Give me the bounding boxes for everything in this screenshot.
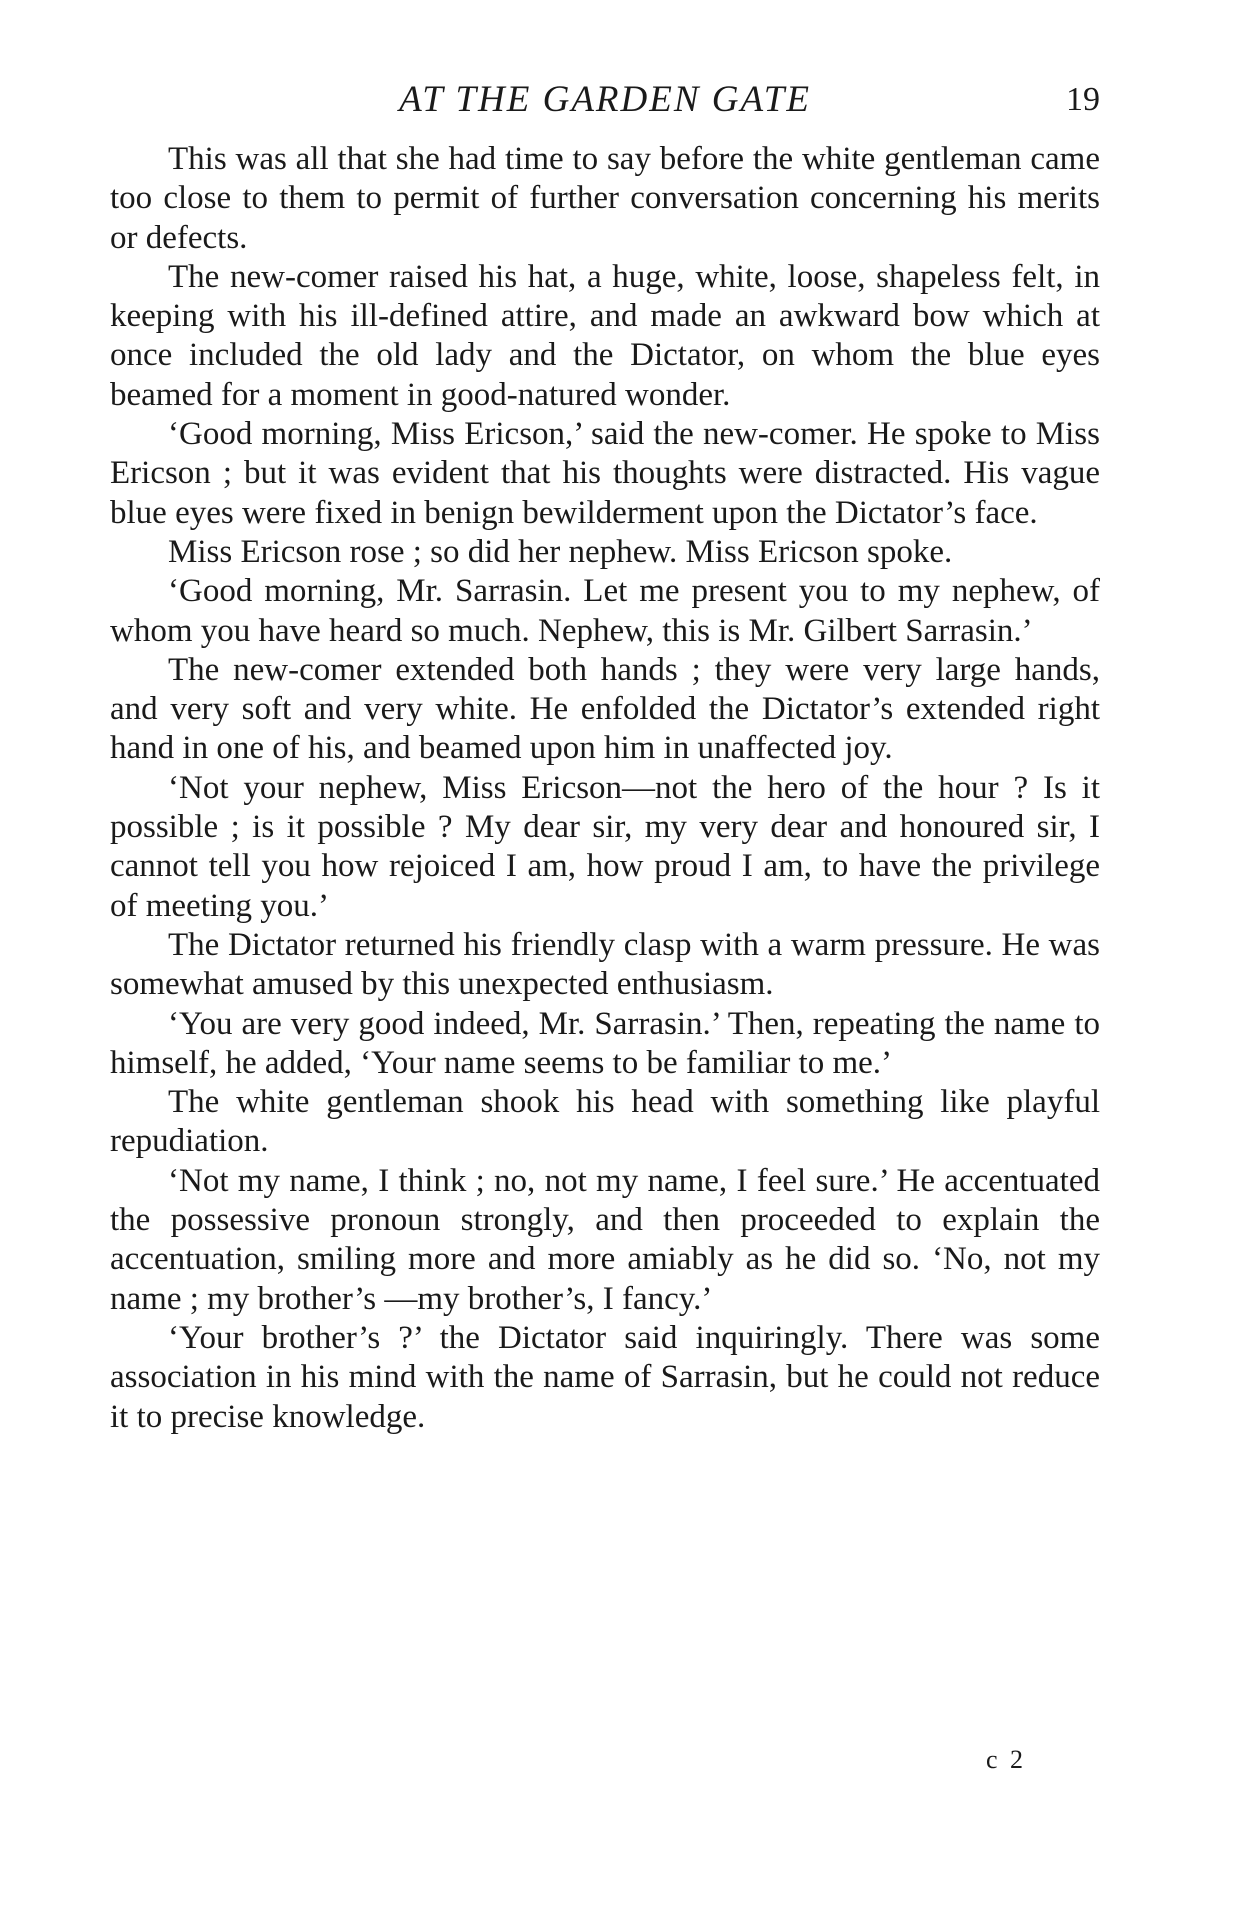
paragraph: The new-comer extended both hands ; they were very large hands, and very soft and very white. He enfolded the Dictator’s extended right hand in one of his, and beamed upon him in unaffected joy. <box>110 651 1100 767</box>
running-head <box>110 76 1100 124</box>
signature-mark: c 2 <box>986 1745 1027 1774</box>
paragraph: The white gentleman shook his head with something like playful repudiation. <box>110 1084 1100 1160</box>
page-number: 19 <box>1066 81 1100 118</box>
paragraph: ‘Good morning, Mr. Sarrasin. Let me present you to my nephew, of whom you have heard so much. Nephew, this is Mr. Gilbert Sarrasin.’ <box>110 573 1100 649</box>
running-title: AT THE GARDEN GATE <box>399 79 811 120</box>
paragraph: ‘Not your nephew, Miss Ericson—not the hero of the hour ? Is it possible ; is it possible ? My dear sir, my very dear and honoured sir, I cannot tell you how rejoiced I am, how proud I am, to have the privilege of meeting you.’ <box>110 769 1100 924</box>
paragraph: This was all that she had time to say before the white gentleman came too close to them to permit of further conversation concerning his merits or defects. <box>110 141 1100 256</box>
paragraph: ‘You are very good indeed, Mr. Sarrasin.’ Then, repeating the name to himself, he added, ‘Your name seems to be familiar to me.’ <box>110 1005 1100 1081</box>
paragraph: The new-comer raised his hat, a huge, white, loose, shapeless felt, in keeping with his ill-defined attire, and made an awkward bow which at once included the old lady and the Dictator, on whom the blue eyes beamed for a moment in good-natured wonder. <box>110 258 1100 413</box>
paragraph: Miss Ericson rose ; so did her nephew. Miss Ericson spoke. <box>168 533 953 570</box>
body-text <box>110 140 1100 1437</box>
paragraph: The Dictator returned his friendly clasp with a warm pressure. He was somewhat amused by this unexpected enthusiasm. <box>110 926 1100 1003</box>
paragraph: ‘Your brother’s ?’ the Dictator said inquiringly. There was some association in his mind with the name of Sarrasin, but he could not reduce it to precise knowledge. <box>110 1319 1100 1435</box>
paragraph: ‘Not my name, I think ; no, not my name, I feel sure.’ He accentuated the possessive pronoun strongly, and then proceeded to explain the accentuation, smiling more and more amiably as he did so. ‘No, not my name ; my brother’s —my brother’s, I fancy.’ <box>110 1162 1100 1317</box>
paragraph: ‘Good morning, Miss Ericson,’ said the new-comer. He spoke to Miss Ericson ; but it was evident that his thoughts were distracted. His vague blue eyes were fixed in benign bewilderment upon the Dictator’s face. <box>110 416 1100 531</box>
